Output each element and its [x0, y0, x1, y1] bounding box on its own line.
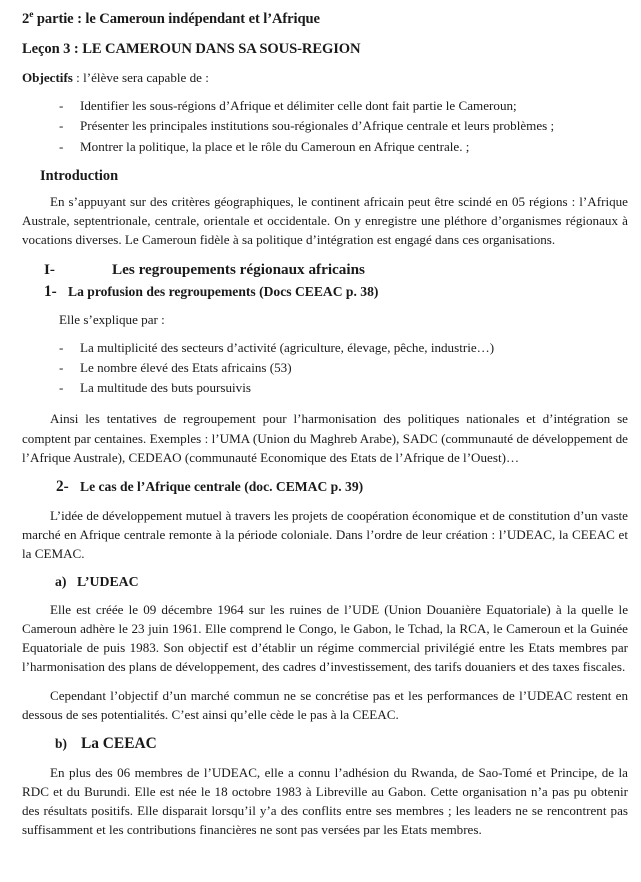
subsection-number: 1- [44, 283, 57, 300]
subsection-title: Le cas de l’Afrique centrale (doc. CEMAC p. 39) [80, 479, 364, 495]
lesson-heading: Leçon 3 : LE CAMEROUN DANS SA SOUS-REGION [22, 40, 361, 57]
item-a-paragraph-2: Cependant l’objectif d’un marché commun ne se concrétise pas et les performances de l’UDEAC restent en dessous de ses potentialités. C’est ainsi qu’elle cède le pas à la CEEAC. [22, 687, 628, 722]
subsection-1-list [22, 338, 628, 399]
subsection-heading-2 [22, 476, 628, 497]
dash-bullet-icon: - [59, 118, 64, 134]
objectives-line [22, 69, 628, 88]
subsection-1-paragraph: Ainsi les tentatives de regroupement pour l’harmonisation des politiques nationales et d’intégration se comptent par centaines. Exemples : l’UMA (Union du Maghreb Arabe), SADC (communauté de développement de l’Afrique Australe), CEDEAO (communauté Economique des Etats de l’Afrique de l’Ouest)… [22, 411, 628, 465]
list-item [22, 137, 628, 157]
part-heading-number: 2 [22, 11, 30, 27]
part-heading [22, 9, 628, 30]
dash-bullet-icon: - [59, 380, 64, 396]
section-title: Les regroupements régionaux africains [112, 260, 365, 278]
item-label: a) [55, 574, 67, 590]
dash-bullet-icon: - [59, 98, 64, 114]
section-number: I- [44, 260, 55, 278]
section-heading-roman-1 [22, 259, 628, 280]
subsection-2-paragraph: L’idée de développement mutuel à travers les projets de coopération économique et de constitution d’un vaste marché en Afrique centrale remonte à la période coloniale. Dans l’ordre de leur création : l’UDEAC, la CEEAC et la CEMAC. [22, 507, 628, 562]
list-item-text: Montrer la politique, la place et le rôle du Cameroun en Afrique centrale. ; [80, 138, 470, 154]
subsection-1-lead: Elle s’explique par : [59, 312, 165, 328]
list-item-text: Identifier les sous-régions d’Afrique et délimiter celle dont fait partie le Cameroun; [80, 98, 517, 114]
item-heading-a [22, 572, 628, 591]
dash-bullet-icon: - [59, 359, 64, 375]
item-a-paragraph-1: Elle est créée le 09 décembre 1964 sur les ruines de l’UDE (Union Douanière Equatoriale) à la quelle le Cameroun adhère le 23 juin 1961. Elle comprend le Congo, le Gabon, le Tchad, la RCA, le Cameroun et la Guinée Equatoriale de puis 1983. Son objectif est d’établir un régime commercial privilégié entre les Etats membres par l’harmonisation des plans de développement, des cadres d’investissement, des tarifs douaniers et des taxes fiscales. [22, 601, 628, 675]
objectives-list [22, 96, 628, 157]
list-item-text: Présenter les principales institutions sou-régionales d’Afrique centrale et leurs problèmes ; [80, 118, 555, 134]
dash-bullet-icon: - [59, 138, 64, 154]
item-b-paragraph-1: En plus des 06 membres de l’UDEAC, elle a connu l’adhésion du Rwanda, de Sao-Tomé et Principe, de la RDC et du Burundi. Elle est née le 18 octobre 1983 à Libreville au Gabon. Cette organisation n’a pas pu obtenir des résultats positifs. Elle disparait lorsqu’il y’a des conflits entre ses membres ; les leaders ne se rencontrent pas suffisamment et les contributions financières ne sont pas versées par les Etats membres. [22, 764, 628, 838]
introduction-paragraph: En s’appuyant sur des critères géographiques, le continent africain peut être scindé en 05 régions : l’Afrique Australe, septentrionale, centrale, orientale et occidentale. On y enregistre une pléthore d’organismes régionaux à vocations diverses. Le Cameroun fidèle à sa politique d’intégration est engagé dans ces organisations. [22, 194, 628, 248]
item-label: b) [55, 736, 67, 752]
objectives-intro-text: : l’élève sera capable de : [72, 70, 209, 86]
subsection-number: 2- [56, 478, 69, 496]
list-item [22, 378, 628, 398]
list-item-text: La multitude des buts poursuivis [80, 380, 251, 396]
item-title: La CEEAC [81, 735, 157, 753]
list-item-text: Le nombre élevé des Etats africains (53) [80, 359, 292, 375]
dash-bullet-icon: - [59, 339, 64, 355]
introduction-heading: Introduction [40, 167, 119, 184]
item-title: L’UDEAC [77, 574, 139, 590]
objectives-label: Objectifs [22, 70, 73, 86]
list-item [22, 116, 628, 136]
part-heading-text: partie : le Cameroun indépendant et l’Afrique [33, 11, 320, 27]
list-item [22, 358, 628, 378]
item-heading-b [22, 733, 628, 755]
subsection-title: La profusion des regroupements (Docs CEEAC p. 38) [68, 284, 379, 299]
part-heading-ordinal-suffix: e [29, 10, 34, 21]
list-item-text: La multiplicité des secteurs d’activité (agriculture, élevage, pêche, industrie…) [80, 339, 495, 355]
list-item [22, 338, 628, 358]
list-item [22, 96, 628, 116]
subsection-heading-1 [22, 281, 628, 302]
